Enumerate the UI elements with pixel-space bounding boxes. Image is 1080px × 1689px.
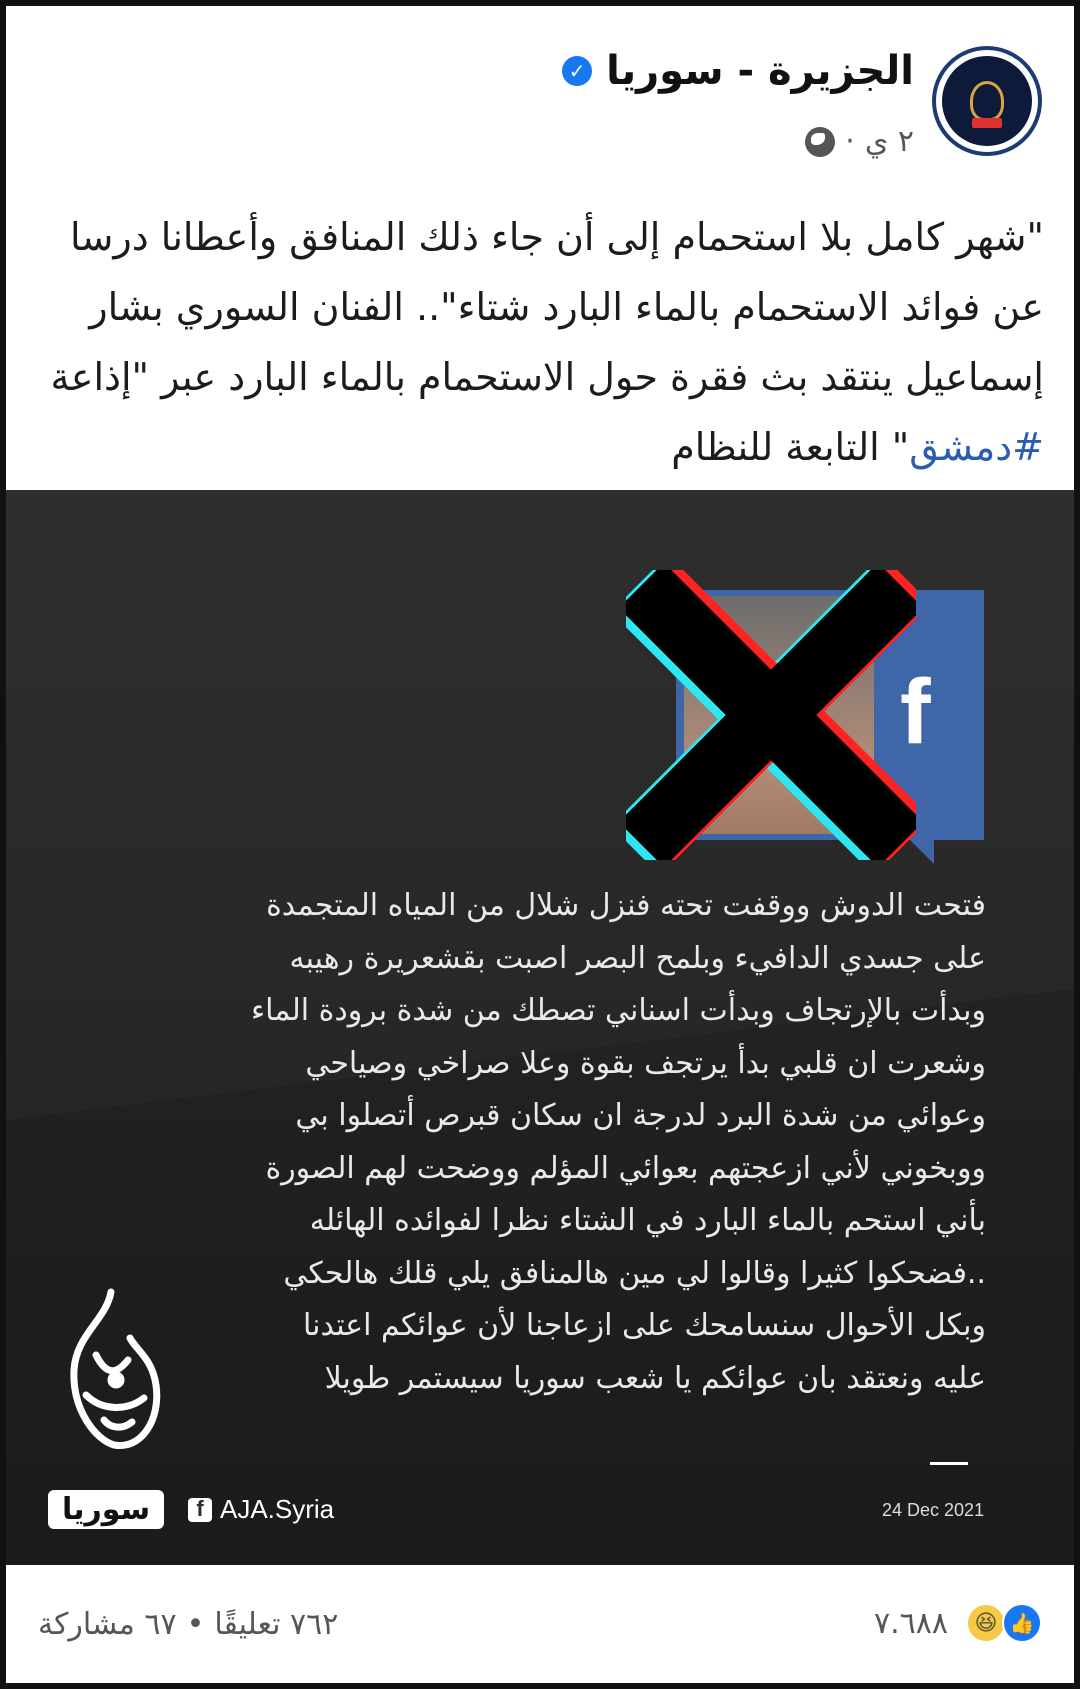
page-name-label[interactable]: الجزيرة - سوريا (606, 48, 914, 94)
quote-line: على جسدي الدافيء وبلمح البصر اصبت بقشعريرة رهيبه (289, 940, 986, 976)
aljazeera-logo-icon (46, 1280, 176, 1460)
facebook-small-icon: f (188, 1498, 212, 1522)
post-text-part-2: " التابعة للنظام (671, 425, 910, 469)
quote-line: ووبخوني لأني ازعجتهم بعوائي المؤلم ووضحت لهم الصورة (265, 1150, 986, 1186)
handle-label: AJA.Syria (220, 1494, 335, 1524)
post-header (6, 6, 1074, 486)
quote-line: وبكل الأحوال سنسامحك على ازعاجنا لأن عوائكم اعتدنا (302, 1308, 986, 1343)
post-meta (805, 124, 914, 159)
quote-line: وشعرت ان قلبي بدأ يرتجف بقوة وعلا صراخي وصياحي (305, 1045, 986, 1081)
quote-line: وعوائي من شدة البرد لدرجة ان سكان قبرص أتصلوا بي (295, 1098, 986, 1133)
quote-text (126, 880, 986, 1405)
like-reaction-icon: 👍 (1002, 1603, 1042, 1643)
facebook-icon: f (900, 661, 931, 763)
post-image[interactable] (6, 490, 1080, 1565)
globe-icon (805, 127, 835, 157)
post-time[interactable]: ٢ ي (864, 124, 914, 159)
post-text-part-1: "شهر كامل بلا استحمام إلى أن جاء ذلك المنافق وأعطانا درسا عن فوائد الاستحمام بالماء البارد شتاء".. الفنان السوري بشار إسماعيل ينتقد بث فقرة حول الاستحمام بالماء البارد عبر "إذاعة (50, 215, 1044, 399)
engagement-counts (38, 1607, 338, 1642)
meta-separator: · (845, 124, 855, 159)
image-date: 24 Dec 2021 (882, 1500, 985, 1520)
engagement-separator: • (186, 1607, 205, 1642)
quote-line: عليه ونعتقد بان عوائكم يا شعب سوريا سيستمر طويلا (324, 1360, 986, 1396)
date-divider (930, 1462, 968, 1465)
post-footer (6, 1565, 1074, 1689)
verified-badge-icon: ✓ (562, 56, 592, 86)
quote-line: فتحت الدوش ووقفت تحته فنزل شلال من المياه المتجمدة (266, 888, 986, 923)
page-avatar[interactable] (932, 46, 1042, 156)
shares-count[interactable]: ٦٧ مشاركة (38, 1607, 177, 1642)
cross-mark-icon (626, 570, 916, 860)
aja-handle (188, 1494, 334, 1525)
haha-reaction-icon: 😆 (966, 1603, 1006, 1643)
page-name[interactable] (562, 48, 914, 94)
aljazeera-logo-icon (942, 56, 1032, 146)
comments-count[interactable]: ٧٦٢ تعليقًا (214, 1607, 339, 1642)
syria-badge: سوريا (48, 1490, 164, 1529)
reactions-summary[interactable] (874, 1603, 1042, 1643)
reaction-count[interactable]: ٧.٦٨٨ (874, 1605, 948, 1641)
quote-line: ..فضحكوا كثيرا وقالوا لي مين هالمنافق يلي قلك هالحكي (283, 1255, 986, 1291)
hashtag-link[interactable]: #دمشق (909, 425, 1044, 469)
quote-line: بأني استحم بالماء البارد في الشتاء نظرا لفوائده الهائله (309, 1203, 986, 1238)
post-text (36, 202, 1044, 482)
quote-line: وبدأت بالإرتجاف وبدأت اسناني تصطك من شدة برودة الماء (251, 993, 986, 1028)
